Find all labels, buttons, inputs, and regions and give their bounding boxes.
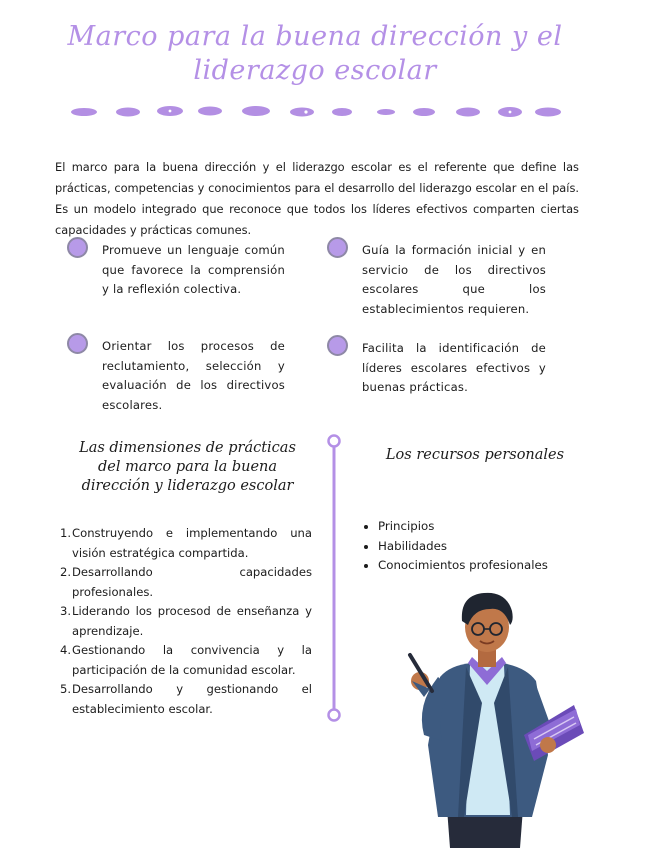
list-text: Desarrollando capacidades profesionales. (72, 565, 312, 599)
circle-bullet-icon (67, 333, 88, 354)
feature-item (327, 241, 546, 319)
list-number: 5. (60, 682, 72, 696)
list-item (60, 680, 312, 719)
circle-bullet-icon (67, 237, 88, 258)
feature-text: Guía la formación inicial y en servicio de los directivos escolares que los establecimientos requieren. (362, 243, 546, 316)
list-number: 4. (60, 643, 72, 657)
list-text: Desarrollando y gestionando el establecimiento escolar. (72, 682, 312, 716)
title-line-1: Marco para la buena dirección y el (67, 21, 563, 52)
feature-text: Facilita la identificación de líderes escolares efectivos y buenas prácticas. (362, 341, 546, 395)
list-item (60, 602, 312, 641)
dimensions-list (60, 524, 312, 719)
decorative-brush-divider (70, 100, 570, 124)
list-item (60, 524, 312, 563)
feature-text: Promueve un lenguaje común que favorece la comprensión y la reflexión colectiva. (102, 243, 285, 297)
list-item (60, 641, 312, 680)
list-item: Conocimientos profesionales (360, 556, 548, 576)
feature-item (327, 339, 546, 398)
list-item: Habilidades (360, 537, 548, 557)
dimensions-heading-line: Las dimensiones de prácticas (79, 440, 296, 456)
feature-text: Orientar los procesos de reclutamiento, selección y evaluación de los directivos escolares. (102, 339, 285, 412)
dimensions-heading-line: del marco para la buena (97, 459, 278, 475)
list-number: 2. (60, 565, 72, 579)
list-number: 1. (60, 526, 72, 540)
circle-bullet-icon (327, 237, 348, 258)
page-title (60, 20, 570, 88)
circle-bullet-icon (327, 335, 348, 356)
resources-heading: Los recursos personales (385, 447, 565, 463)
intro-paragraph: El marco para la buena dirección y el liderazgo escolar es el referente que define las prácticas, competencias y conocimientos para el desarrollo del liderazgo escolar en el país. Es un modelo integrado que reconoce que todos los líderes efectivos comparten ciertas capacidades y prácticas comunes. (55, 160, 579, 238)
dimensions-heading (70, 439, 305, 496)
timeline-divider (325, 432, 343, 724)
list-text: Liderando los procesod de enseñanza y aprendizaje. (72, 604, 312, 638)
dimensions-heading-line: dirección y liderazgo escolar (81, 478, 294, 494)
list-number: 3. (60, 604, 72, 618)
list-text: Construyendo e implementando una visión estratégica compartida. (72, 526, 312, 560)
feature-item (67, 337, 285, 415)
title-line-2: liderazgo escolar (193, 55, 437, 86)
feature-item (67, 241, 285, 300)
resources-list (360, 517, 548, 576)
list-item: Principios (360, 517, 548, 537)
list-item (60, 563, 312, 602)
teacher-illustration (398, 585, 588, 848)
list-text: Gestionando la convivencia y la participación de la comunidad escolar. (72, 643, 312, 677)
